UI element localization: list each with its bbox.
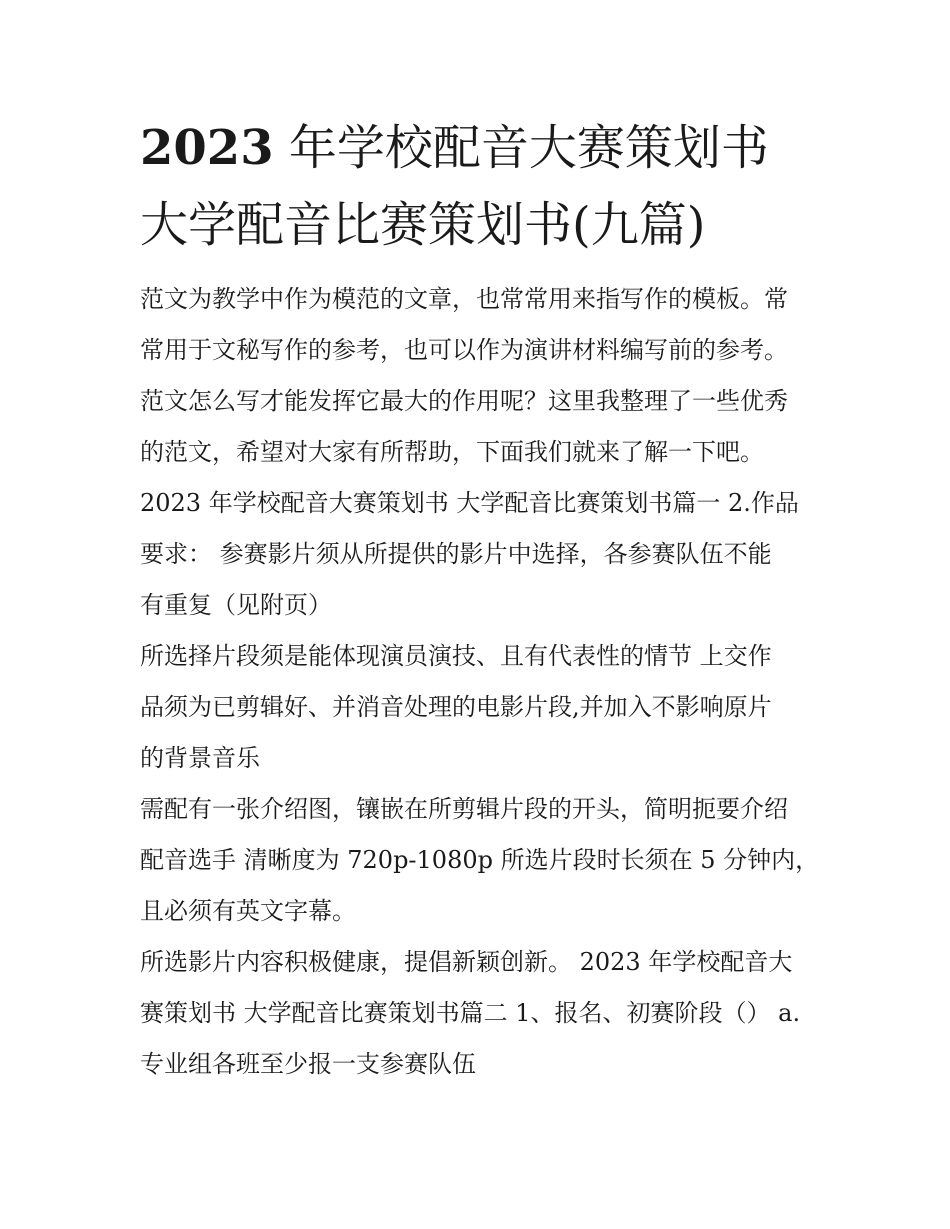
title-year: 2023 bbox=[140, 120, 274, 176]
body-line: 品须为已剪辑好、并消音处理的电影片段,并加入不影响原片 bbox=[140, 693, 772, 721]
body-line: 常用于文秘写作的参考，也可以作为演讲材料编写前的参考。 bbox=[140, 336, 788, 364]
body-line: 赛策划书 大学配音比赛策划书篇二 1、报名、初赛阶段（） a. bbox=[140, 999, 801, 1027]
body-line: 所选择片段须是能体现演员演技、且有代表性的情节 上交作 bbox=[140, 642, 772, 670]
title-line-1-text: 年学校配音大赛策划书 bbox=[273, 120, 769, 176]
body-line: 的背景音乐 bbox=[140, 744, 260, 772]
body-line: 配音选手 清晰度为 720p-1080p 所选片段时长须在 5 分钟内， bbox=[140, 846, 820, 874]
body-line: 有重复（见附页） bbox=[140, 591, 332, 619]
body-line: 且必须有英文字幕。 bbox=[140, 897, 356, 925]
body-line: 所选影片内容积极健康，提倡新颖创新。 2023 年学校配音大 bbox=[140, 948, 793, 976]
body-line: 的范文，希望对大家有所帮助，下面我们就来了解一下吧。 bbox=[140, 438, 764, 466]
document-title-line-2: 大学配音比赛策划书(九篇) bbox=[140, 197, 706, 253]
document-body bbox=[140, 274, 820, 1090]
body-line: 范文怎么写才能发挥它最大的作用呢？这里我整理了一些优秀 bbox=[140, 387, 788, 415]
body-line: 需配有一张介绍图，镶嵌在所剪辑片段的开头，简明扼要介绍 bbox=[140, 795, 788, 823]
body-line: 范文为教学中作为模范的文章，也常常用来指写作的模板。常 bbox=[140, 285, 788, 313]
body-line: 要求： 参赛影片须从所提供的影片中选择，各参赛队伍不能 bbox=[140, 540, 772, 568]
document-title-line-1 bbox=[140, 118, 820, 178]
body-line: 专业组各班至少报一支参赛队伍 bbox=[140, 1050, 476, 1078]
body-line: 2023 年学校配音大赛策划书 大学配音比赛策划书篇一 2.作品 bbox=[140, 489, 799, 517]
